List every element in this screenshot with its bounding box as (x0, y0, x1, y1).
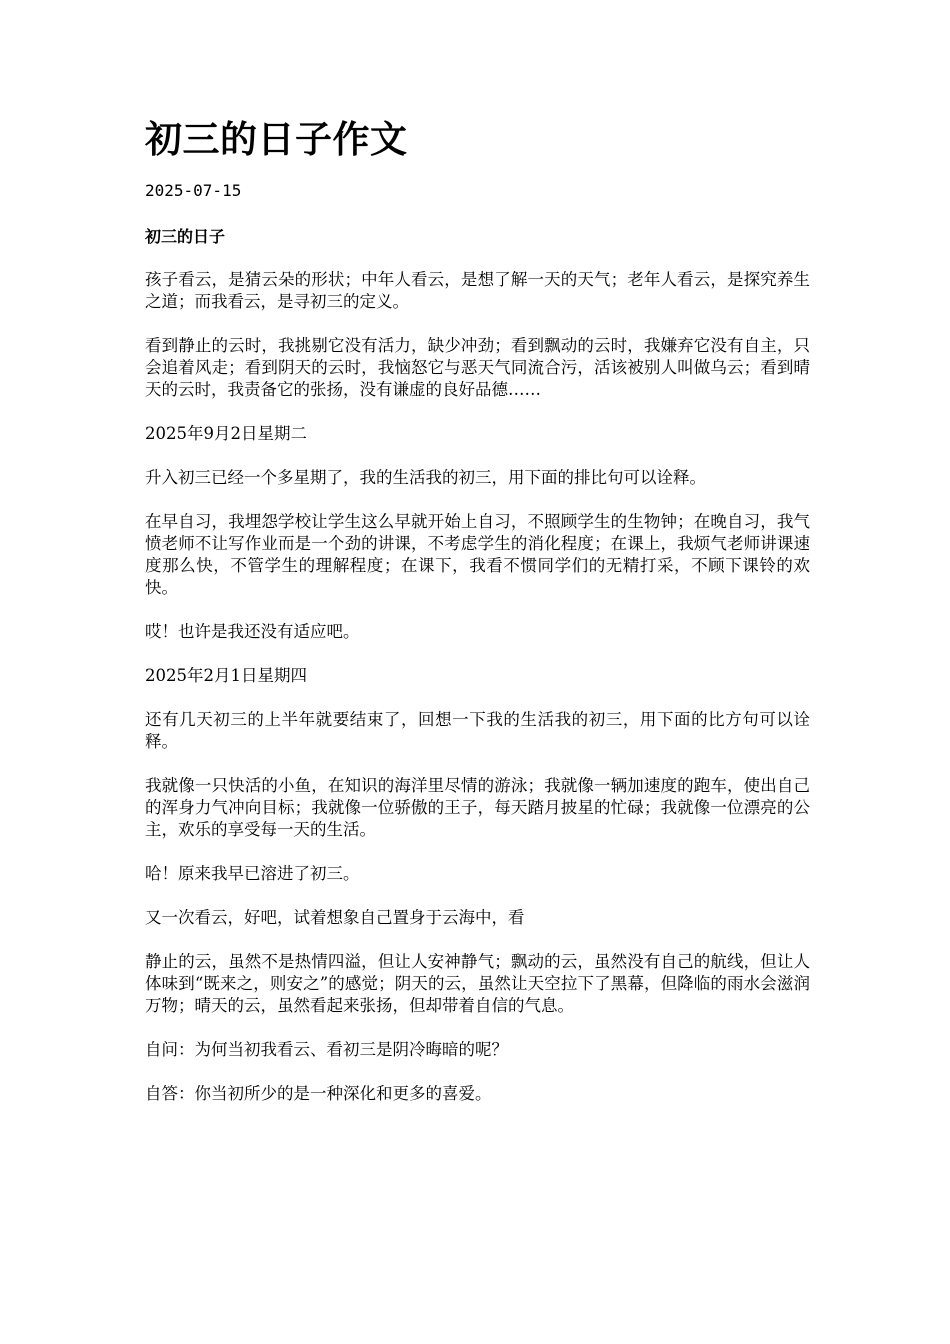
paragraph: 我就像一只快活的小鱼，在知识的海洋里尽情的游泳；我就像一辆加速度的跑车，使出自己的浑身力气冲向目标；我就像一位骄傲的王子，每天踏月披星的忙碌；我就像一位漂亮的公主，欢乐的享受每一天的生活。 (145, 776, 810, 839)
article-subtitle: 初三的日子 (145, 227, 226, 246)
paragraph: 孩子看云，是猜云朵的形状；中年人看云，是想了解一天的天气；老年人看云，是探究养生之道；而我看云，是寻初三的定义。 (145, 270, 810, 311)
diary-date: 2025年9月2日星期二 (145, 424, 307, 443)
article (145, 112, 810, 1127)
article-title: 初三的日子作文 (145, 118, 408, 161)
paragraph: 哈！原来我早已溶进了初三。 (145, 864, 360, 883)
paragraph: 看到静止的云时，我挑剔它没有活力，缺少冲劲；看到飘动的云时，我嫌弃它没有自主，只会追着风走；看到阴天的云时，我恼怒它与恶天气同流合污，活该被别人叫做乌云；看到晴天的云时，我责备它的张扬，没有谦虚的良好品德…… (145, 336, 810, 399)
diary-date: 2025年2月1日星期四 (145, 666, 307, 685)
paragraph: 自问：为何当初我看云、看初三是阴冷晦暗的呢？ (145, 1040, 508, 1059)
paragraph: 静止的云，虽然不是热情四溢，但让人安神静气；飘动的云，虽然没有自己的航线，但让人体味到“既来之，则安之”的感觉；阴天的云，虽然让天空拉下了黑幕，但降临的雨水会滋润万物；晴天的云，虽然看起来张扬，但却带着自信的气息。 (145, 952, 810, 1015)
paragraph: 自答：你当初所少的是一种深化和更多的喜爱。 (145, 1084, 492, 1103)
paragraph: 哎！也许是我还没有适应吧。 (145, 622, 360, 641)
paragraph: 升入初三已经一个多星期了，我的生活我的初三，用下面的排比句可以诠释。 (145, 468, 706, 487)
paragraph: 又一次看云，好吧，试着想象自己置身于云海中，看 (145, 908, 525, 927)
paragraph: 在早自习，我埋怨学校让学生这么早就开始上自习，不照顾学生的生物钟；在晚自习，我气愤老师不让写作业而是一个劲的讲课，不考虑学生的消化程度；在课上，我烦气老师讲课速度那么快，不管学生的理解程度；在课下，我看不惯同学们的无精打采，不顾下课铃的欢快。 (145, 512, 810, 597)
article-date: 2025-07-15 (145, 181, 242, 200)
paragraph: 还有几天初三的上半年就要结束了，回想一下我的生活我的初三，用下面的比方句可以诠释。 (145, 710, 810, 751)
